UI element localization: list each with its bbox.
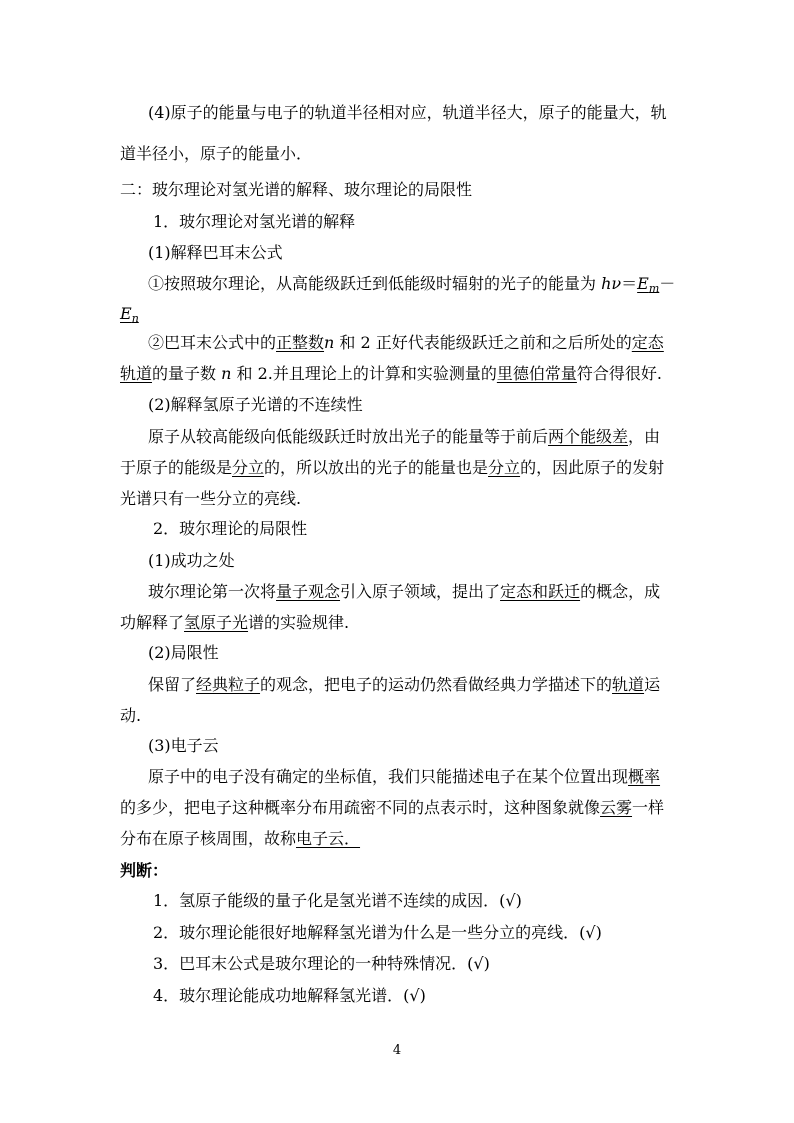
text: 的，所以放出的光子的能量也是 [264,458,489,477]
text: 引入原子领域，提出了 [340,582,501,601]
text: 动. [120,706,142,725]
paragraph-line [120,458,664,478]
subheading [148,243,283,263]
underlined-term: 量子观念 [276,582,341,601]
judge-item [153,954,490,974]
formula-line [148,274,675,294]
paragraph-line [148,675,660,695]
formula-en [120,304,139,323]
text: 3．巴耳末公式是玻尔理论的一种特殊情况．(√) [153,954,490,973]
text: 和 2 正好代表能级跃迁之前和之后所处的 [334,333,632,352]
formula-line [120,304,139,324]
text: (2)局限性 [148,643,219,662]
subscript: n [131,312,139,325]
paragraph-line [120,144,312,164]
text: (2)解释氢原子光谱的不连续性 [148,395,363,414]
text: 1．玻尔理论对氢光谱的解释 [153,212,356,231]
text: 4．玻尔理论能成功地解释氢光谱．(√) [153,986,426,1005]
text: 保留了 [148,675,197,694]
paragraph-line [120,613,349,633]
paragraph-line [148,333,664,353]
text: 的量子数 [152,364,222,383]
underlined-term: 正整数 [276,333,325,352]
judge-item [153,891,522,911]
text: 1．氢原子能级的量子化是氢光谱不连续的成因．(√) [153,891,522,910]
text: 的观念，把电子的运动仍然看做经典力学描述下的 [260,675,613,694]
variable: n [221,364,232,383]
text: 功解释了 [120,613,185,632]
underlined-term: 轨道 [612,675,645,694]
underlined-term: 轨道 [120,364,153,383]
page-number: 4 [392,1043,402,1058]
subheading [148,736,219,756]
heading-1 [153,212,355,232]
formula-symbol: ＝ [621,274,638,293]
underlined-term: 概率 [628,767,661,786]
text: 2．玻尔理论能很好地解释氢光谱为什么是一些分立的亮线．(√) [153,923,602,942]
text: 的，因此原子的发射 [520,458,665,477]
paragraph-line [120,706,141,726]
text: 判断： [120,861,169,880]
paragraph-line [120,364,662,384]
text: ，由 [628,427,661,446]
paragraph-line [148,427,660,447]
underlined-term: 里德伯常量 [496,364,577,383]
formula-symbol: hν [601,274,622,293]
judge-item [153,986,426,1006]
subheading [148,395,363,415]
judge-item [153,923,602,943]
paragraph-line [148,103,667,123]
underlined-term: 经典粒子 [196,675,261,694]
text: 运 [644,675,661,694]
paragraph-line [120,798,664,818]
heading-2 [153,519,307,539]
text: 一样 [632,798,665,817]
text: 的概念，成 [580,582,661,601]
text: (4)原子的能量与电子的轨道半径相对应，轨道半径大，原子的能量大，轨 [148,103,667,122]
subscript: m [648,282,660,295]
underlined-term: 分立 [232,458,265,477]
text: E [637,274,649,293]
underlined-term: 定态和跃迁 [500,582,581,601]
text: 的多少，把电子这种概率分布用疏密不同的点表示时，这种图象就像 [120,798,601,817]
text: 和 2.并且理论上的计算和实验测量的 [231,364,497,383]
text: 原子中的电子没有确定的坐标值，我们只能描述电子在某个位置出现 [148,767,629,786]
paragraph-line [148,767,660,787]
text: 于原子的能级是 [120,458,233,477]
text: (1)解释巴耳末公式 [148,243,283,262]
underlined-term: 电子云． [296,829,361,848]
text: 二：玻尔理论对氢光谱的解释、玻尔理论的局限性 [120,180,473,199]
text: ①按照玻尔理论，从高能级跃迁到低能级时辐射的光子的能量为 [148,274,602,293]
text: 原子从较高能级向低能级跃迁时放出光子的能量等于前后 [148,427,549,446]
variable: n [324,333,335,352]
paragraph-line [120,489,301,509]
section-title [120,180,472,200]
text: (1)成功之处 [148,551,235,570]
paragraph-line [148,582,660,602]
subheading [148,643,219,663]
underlined-term: 氢原子光 [184,613,249,632]
text: E [120,304,132,323]
text: 光谱只有一些分立的亮线. [120,489,302,508]
text: (3)电子云 [148,736,219,755]
text: 分布在原子核周围，故称 [120,829,297,848]
paragraph-line [120,829,360,849]
subheading [148,551,235,571]
text: 道半径小，原子的能量小． [120,144,313,163]
text: 符合得很好. [576,364,662,383]
underlined-term: 分立 [488,458,521,477]
text: 2．玻尔理论的局限性 [153,519,308,538]
judge-title [120,861,168,881]
formula-symbol: － [659,274,676,293]
text: 谱的实验规律. [248,613,350,632]
text: 玻尔理论第一次将 [148,582,277,601]
underlined-term: 云雾 [600,798,633,817]
text: ②巴耳末公式中的 [148,333,277,352]
underlined-term: 定态 [631,333,664,352]
formula-em [637,274,659,293]
underlined-term: 两个能级差 [548,427,629,446]
